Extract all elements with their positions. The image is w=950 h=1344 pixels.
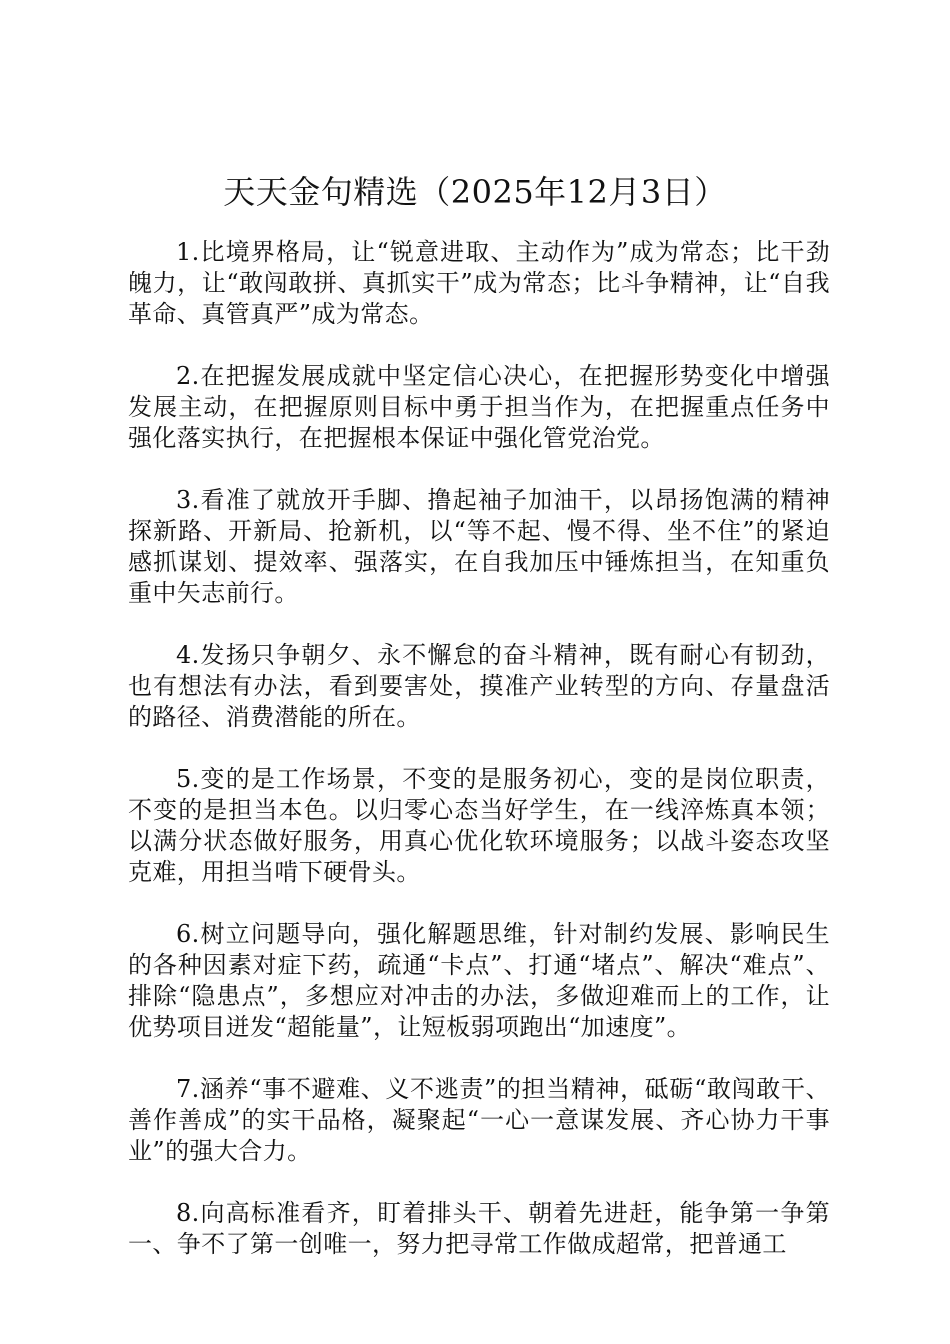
- paragraph-7: 7.涵养“事不避难、义不逃责”的担当精神，砥砺“敢闯敢干、善作善成”的实干品格，凝聚起“一心一意谋发展、齐心协力干事业”的强大合力。: [128, 1075, 830, 1165]
- document-title: 天天金句精选（2025年12月3日）: [223, 173, 727, 211]
- paragraph-4: 4.发扬只争朝夕、永不懈怠的奋斗精神，既有耐心有韧劲，也有想法有办法，看到要害处，摸准产业转型的方向、存量盘活的路径、消费潜能的所在。: [128, 641, 830, 731]
- paragraph-6: 6.树立问题导向，强化解题思维，针对制约发展、影响民生的各种因素对症下药，疏通“卡点”、打通“堵点”、解决“难点”、排除“隐患点”，多想应对冲击的办法，多做迎难而上的工作，让优势项目迸发“超能量”，让短板弱项跑出“加速度”。: [128, 920, 830, 1041]
- paragraph-1: 1.比境界格局，让“锐意进取、主动作为”成为常态；比干劲魄力，让“敢闯敢拼、真抓实干”成为常态；比斗争精神，让“自我革命、真管真严”成为常态。: [128, 238, 830, 328]
- document-body: [128, 237, 830, 1291]
- paragraph-3: 3.看准了就放开手脚、撸起袖子加油干，以昂扬饱满的精神探新路、开新局、抢新机，以“等不起、慢不得、坐不住”的紧迫感抓谋划、提效率、强落实，在自我加压中锤炼担当，在知重负重中矢志前行。: [128, 486, 830, 607]
- paragraph-8: 8.向高标准看齐，盯着排头干、朝着先进赶，能争第一争第一、争不了第一创唯一，努力把寻常工作做成超常，把普通工: [128, 1199, 830, 1258]
- paragraph-5: 5.变的是工作场景，不变的是服务初心，变的是岗位职责，不变的是担当本色。以归零心态当好学生，在一线淬炼真本领；以满分状态做好服务，用真心优化软环境服务；以战斗姿态攻坚克难，用担当啃下硬骨头。: [128, 765, 830, 886]
- paragraph-2: 2.在把握发展成就中坚定信心决心，在把握形势变化中增强发展主动，在把握原则目标中勇于担当作为，在把握重点任务中强化落实执行，在把握根本保证中强化管党治党。: [128, 362, 830, 452]
